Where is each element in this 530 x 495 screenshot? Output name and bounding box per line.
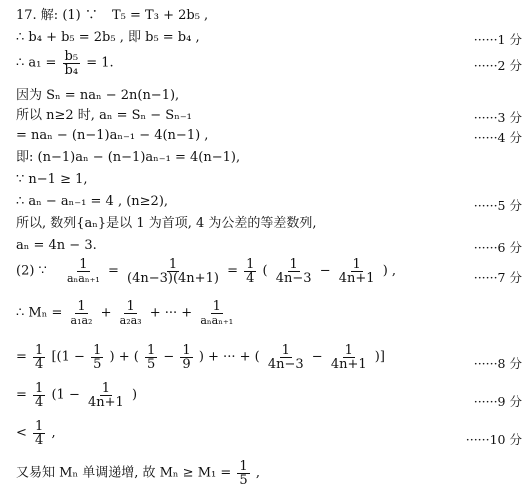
fraction-numerator: 1 — [77, 299, 86, 314]
fraction-denominator: 4n+1 — [338, 271, 375, 286]
fraction-1-over-anan1 — [65, 258, 102, 285]
line-12 — [16, 258, 396, 285]
close-paren: ) , — [382, 263, 397, 279]
line-header — [16, 8, 208, 24]
fraction-anan1 — [198, 300, 235, 327]
line-11: aₙ = 4n − 3. — [16, 238, 97, 253]
fraction-denominator: 4n+1 — [330, 357, 367, 372]
fraction-denominator: 4n−3 — [267, 357, 304, 372]
line-5: 所以 n≥2 时, aₙ = Sₙ − Sₙ₋₁ — [16, 108, 192, 123]
l15-part-a: (1 − — [51, 387, 80, 403]
fraction-4n+1 — [329, 344, 369, 371]
fraction-numerator: 1 — [101, 381, 111, 396]
score-5: ······5 分 — [473, 198, 522, 213]
fraction-numerator: 1 — [146, 343, 156, 358]
l14-part-a: [(1 − — [51, 349, 85, 365]
line-16 — [16, 420, 56, 447]
score-4: ······4 分 — [473, 130, 522, 145]
fraction-denominator: aₙaₙ₊₁ — [66, 272, 100, 285]
l14-part-b: ) + ( — [109, 349, 139, 365]
minus-sign: − — [163, 349, 175, 365]
score-9: ······9 分 — [473, 394, 522, 409]
score-3: ······3 分 — [473, 110, 522, 125]
ellipsis-sum: + ··· + — [149, 305, 193, 321]
fraction-numerator: 1 — [239, 459, 248, 474]
fraction-a1a2 — [69, 300, 95, 327]
l14-part-d: ) + ··· + ( — [198, 349, 260, 365]
fraction-denominator: 4 — [246, 271, 255, 286]
line-3 — [16, 50, 114, 77]
fraction-4n-3 — [266, 344, 306, 371]
fraction-denominator: a₂a₃ — [119, 314, 142, 327]
fraction-numerator: b₅ — [64, 49, 79, 64]
fraction-numerator: 1 — [289, 257, 298, 272]
equals-sign: = — [107, 263, 119, 279]
fraction-numerator: 1 — [126, 299, 135, 314]
line-7: 即: (n−1)aₙ − (n−1)aₙ₋₁ = 4(n−1), — [16, 150, 241, 165]
fraction-numerator: 1 — [35, 381, 44, 396]
l13-lead: ∴ Mₙ = — [16, 305, 63, 321]
l17-comma: , — [255, 465, 260, 481]
l14-part-f: )] — [374, 349, 385, 365]
score-6: ······6 分 — [473, 240, 522, 255]
line-4: 因为 Sₙ = naₙ − 2n(n−1), — [16, 88, 180, 103]
line-14 — [16, 344, 385, 371]
line-17 — [16, 460, 260, 487]
fraction-denominator: aₙaₙ₊₁ — [200, 314, 234, 327]
fraction-numerator: 1 — [35, 343, 44, 358]
fraction-1-9 — [180, 344, 192, 371]
fraction-denominator: 5 — [239, 473, 248, 488]
score-2: ······2 分 — [473, 58, 522, 73]
score-1: ······1 分 — [473, 32, 522, 47]
fraction-denominator: a₁a₂ — [70, 314, 93, 327]
fraction-numerator: 1 — [35, 419, 44, 434]
equals-sign: = — [227, 263, 238, 279]
l12-lead: (2) ∵ — [16, 263, 47, 279]
equals-sign: = — [16, 387, 27, 403]
fraction-numerator: 1 — [79, 257, 88, 272]
fraction-1-5 — [145, 344, 157, 371]
fraction-numerator: 1 — [246, 257, 255, 272]
fraction-denominator: 5 — [93, 357, 102, 372]
fraction-numerator: 1 — [168, 257, 178, 272]
fraction-numerator: 1 — [182, 343, 191, 358]
fraction-denominator: 4 — [35, 395, 44, 410]
minus-sign: − — [319, 263, 331, 279]
fraction-denominator: 5 — [146, 357, 156, 372]
l15-part-b: ) — [131, 387, 138, 403]
fraction-denominator: 4 — [35, 357, 44, 372]
fraction-4n+1 — [86, 382, 126, 409]
minus-sign: − — [311, 349, 323, 365]
less-than-sign: < — [16, 425, 27, 441]
line-9: ∴ aₙ − aₙ₋₁ = 4 , (n≥2), — [16, 194, 169, 209]
fraction-a2a3 — [118, 300, 144, 327]
open-paren: ( — [262, 263, 268, 279]
fraction-denominator: 4n+1 — [87, 395, 124, 410]
line-6: = naₙ − (n−1)aₙ₋₁ − 4(n−1) , — [16, 128, 209, 143]
line-2: ∴ b₄ + b₅ = 2b₅ , 即 b₅ = b₄ , — [16, 30, 200, 45]
l16-comma: , — [51, 425, 56, 441]
fraction-quarter — [244, 258, 256, 285]
score-7: ······7 分 — [473, 270, 522, 285]
fraction-denominator: b₄ — [64, 63, 79, 78]
fraction-4n+1 — [337, 258, 377, 285]
fraction-1-5 — [91, 344, 103, 371]
plus-sign: + — [100, 305, 112, 321]
fraction-numerator: 1 — [344, 343, 353, 358]
fraction-product — [125, 258, 221, 285]
equals-sign: = — [16, 349, 27, 365]
l17-text: 又易知 Mₙ 单调递增, 故 Mₙ ≥ M₁ = — [16, 465, 232, 481]
fraction-numerator: 1 — [212, 299, 221, 314]
line-13 — [16, 300, 237, 327]
fraction-numerator: 1 — [352, 257, 361, 272]
problem-number: 17. 解: (1) ∵ — [16, 8, 98, 23]
line-10: 所以, 数列{aₙ}是以 1 为首项, 4 为公差的等差数列, — [16, 216, 317, 231]
l3-tail: = 1. — [86, 55, 114, 71]
equation-t5: T₅ = T₃ + 2b₅ , — [112, 8, 209, 23]
fraction-1-5 — [237, 460, 249, 487]
fraction-denominator: (4n−3)(4n+1) — [127, 271, 219, 286]
fraction-4n-3 — [274, 258, 314, 285]
line-15 — [16, 382, 137, 409]
fraction-quarter — [33, 420, 45, 447]
fraction-b5-b4 — [63, 50, 81, 77]
fraction-numerator: 1 — [93, 343, 102, 358]
fraction-quarter — [33, 344, 45, 371]
fraction-denominator: 9 — [182, 357, 191, 372]
fraction-denominator: 4 — [35, 433, 44, 448]
fraction-numerator: 1 — [281, 343, 290, 358]
line-8: ∵ n−1 ≥ 1, — [16, 172, 88, 187]
fraction-quarter — [33, 382, 45, 409]
l3-lead: ∴ a₁ = — [16, 55, 57, 71]
fraction-denominator: 4n−3 — [275, 271, 312, 286]
score-8: ······8 分 — [473, 356, 522, 371]
score-10: ······10 分 — [465, 432, 522, 447]
